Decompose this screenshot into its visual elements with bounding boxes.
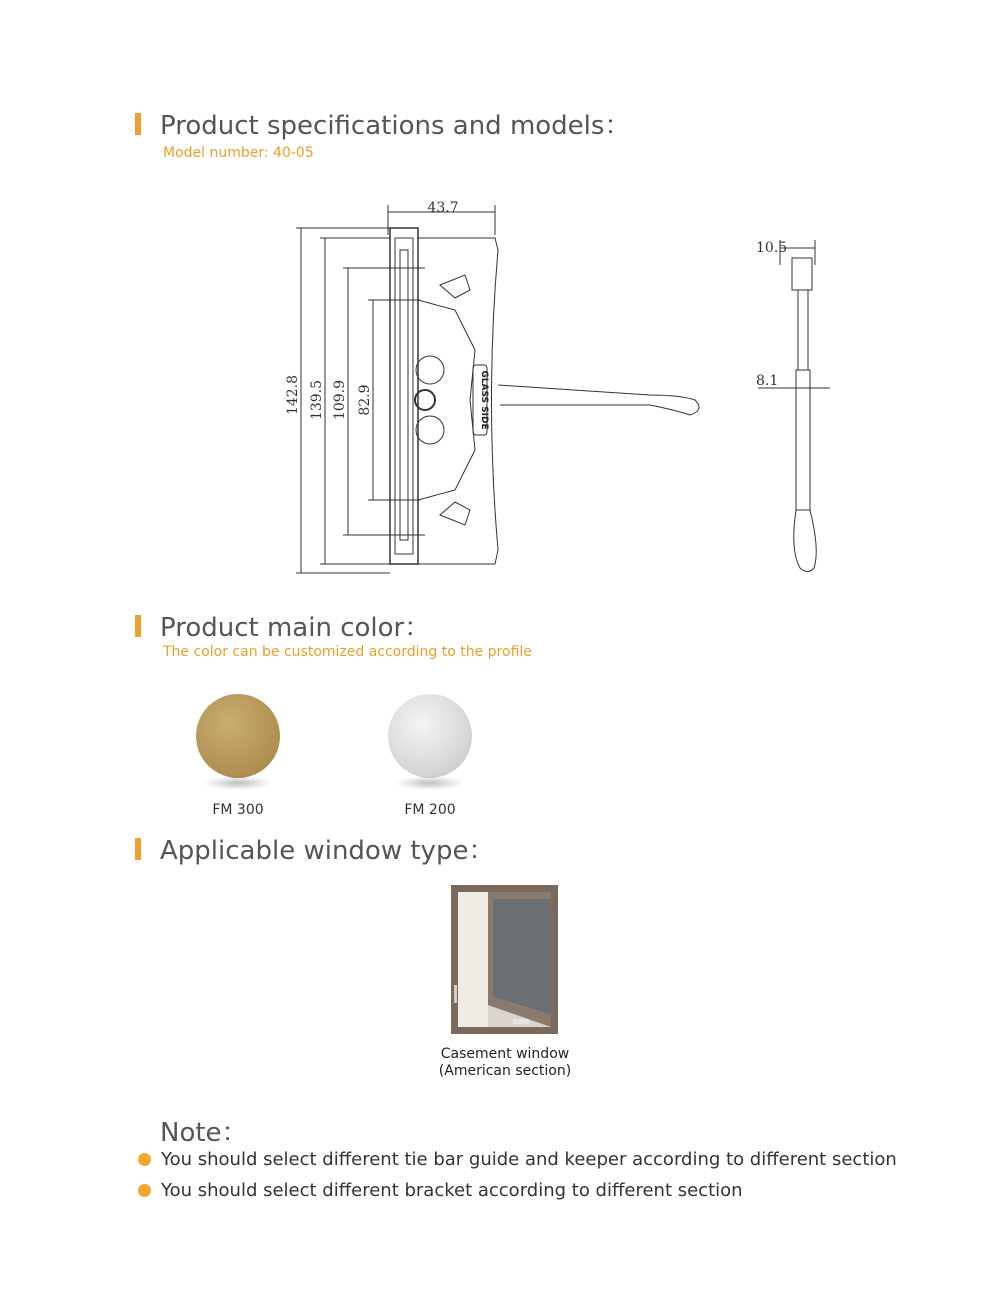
note-item xyxy=(138,1149,897,1170)
dim-h1: 142.8 xyxy=(285,374,301,416)
section-title-window xyxy=(135,830,494,867)
dim-width: 43.7 xyxy=(427,200,459,216)
glass-side-label: GLASS SIDE xyxy=(479,370,489,430)
window-caption-line2: (American section) xyxy=(438,1063,572,1079)
note-item xyxy=(138,1180,743,1201)
dim-h2: 139.5 xyxy=(309,379,325,421)
swatch-label-fm300: FM 300 xyxy=(212,802,264,818)
dim-h4: 82.9 xyxy=(357,384,373,416)
section-marker xyxy=(135,615,141,637)
swatch-shadow xyxy=(395,776,465,790)
swatch-fm300 xyxy=(196,694,280,778)
note-text: You should select different bracket according to different section xyxy=(161,1180,743,1201)
specs-title: Product specifications and models： xyxy=(160,111,631,141)
section-marker xyxy=(135,113,141,135)
bullet-dot-icon xyxy=(138,1184,151,1197)
window-caption-line1: Casement window xyxy=(440,1046,570,1062)
bullet-dot-icon xyxy=(138,1153,151,1166)
section-marker xyxy=(135,838,141,860)
note-text: You should select different tie bar guide and keeper according to different section xyxy=(161,1149,897,1170)
swatch-fm200 xyxy=(388,694,472,778)
technical-drawing xyxy=(280,190,840,585)
window-caption xyxy=(405,1046,605,1080)
dim-side-mid: 8.1 xyxy=(756,373,779,389)
color-note: The color can be customized according to the profile xyxy=(163,644,532,660)
casement-window-illustration xyxy=(451,885,558,1034)
model-number: Model number: 40-05 xyxy=(163,145,314,161)
color-title: Product main color： xyxy=(160,613,431,643)
note-title: Note： xyxy=(160,1118,248,1148)
window-title: Applicable window type： xyxy=(160,836,495,866)
swatch-label-fm200: FM 200 xyxy=(404,802,456,818)
swatch-shadow xyxy=(203,776,273,790)
dim-side-top: 10.5 xyxy=(756,240,788,256)
section-title-specs xyxy=(135,105,630,142)
section-title-color xyxy=(135,607,430,644)
dim-h3: 109.9 xyxy=(332,379,348,421)
